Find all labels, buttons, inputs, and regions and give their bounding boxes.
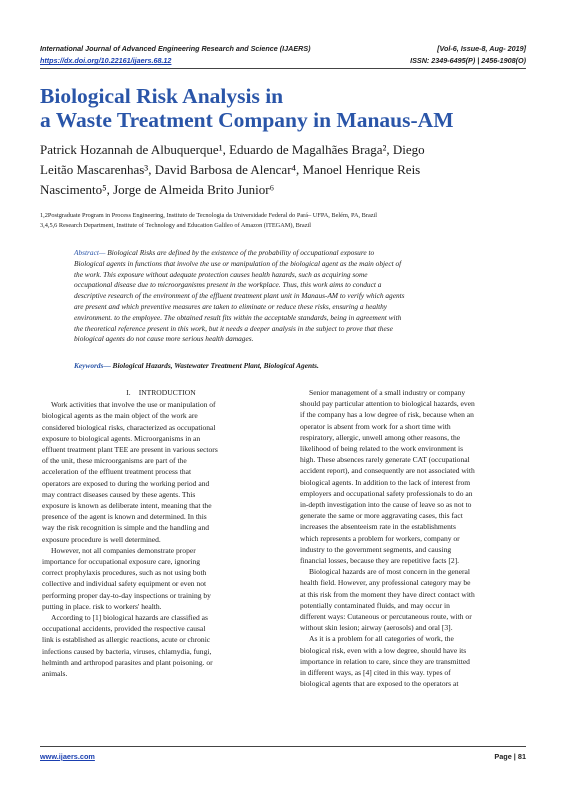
body-line: may contract diseases caused by these agents. This	[42, 489, 196, 499]
body-line: As it is a problem for all categories of work, the	[309, 634, 454, 644]
abstract-line: are present and which preventive measures are taken to eliminate or reduce these risks, ensuring a healthy	[74, 301, 388, 311]
body-line: Senior management of a small industry or company	[309, 388, 466, 397]
keywords	[74, 361, 496, 370]
keywords-label: Keywords—	[74, 361, 111, 370]
section-title: INTRODUCTION	[138, 388, 196, 397]
abstract-label: Abstract—	[74, 248, 106, 257]
body-line: in different ways, as [4] cited in this way. types of	[300, 668, 451, 678]
journal-website-link[interactable]: www.ijaers.com	[40, 752, 95, 761]
section-heading	[42, 387, 280, 398]
abstract-line: biological agents do not cause more serious health damages.	[74, 334, 254, 344]
body-line: performing proper day-to-day inspections or training by	[42, 590, 211, 600]
abstract-line: occupational disease due to microorganisms present in the workplace. Thus, this work aims to conduct a	[74, 280, 382, 290]
issn: ISSN: 2349-6495(P) | 2456-1908(O)	[410, 56, 526, 65]
body-line: However, not all companies demonstrate proper	[51, 545, 196, 555]
keywords-text: Biological Hazards, Wastewater Treatment Plant, Biological Agents.	[110, 361, 319, 370]
body-line: Work activities that involve the use or manipulation of	[51, 400, 216, 410]
body-line: biological agents as the main object of the work are	[42, 411, 198, 421]
authors-line-2: Leitão Mascarenhas³, David Barbosa de Alencar⁴, Manoel Henrique Reis	[40, 162, 421, 177]
body-line: helminth and arthropod parasites and plant poisoning. or	[42, 657, 213, 667]
body-line: exposure to biological agents. Microorganisms in an	[42, 433, 201, 443]
body-line: without skin lesion; airway (aerosols) and oral [3].	[300, 623, 453, 633]
body-line: increases the absenteeism rate in the establishments	[300, 522, 456, 532]
running-header	[40, 44, 526, 54]
body-line: importance in relation to care, since they are transmitted	[300, 656, 470, 666]
body-line: which represents a problem for workers, company or	[300, 533, 460, 543]
running-header-doi-row	[40, 56, 526, 66]
body-line: of the unit, these microorganisms are part of the	[42, 456, 187, 466]
section-number: I.	[126, 388, 131, 397]
body-line: should pay particular attention to biological hazards, even	[300, 399, 475, 409]
title-line-1: Biological Risk Analysis in	[40, 84, 284, 108]
body-line: if the company has a low degree of risk, because when an	[300, 410, 474, 420]
body-line: biological agents. In addition to the lack of interest from	[300, 477, 471, 487]
abstract-line: Biological agents in functions that involve the use or manipulation of the biological agent as the main object of	[74, 258, 402, 268]
author-list	[40, 140, 526, 200]
abstract-line: environment. to the employee. The obtained result fits within the acceptable standards, being in agreement with	[74, 312, 402, 322]
body-line: employers and occupational safety professionals to do an	[300, 488, 473, 498]
doi-link[interactable]: https://dx.doi.org/10.22161/ijaers.68.12	[40, 56, 172, 65]
page-number: Page | 81	[494, 752, 526, 761]
page-footer	[40, 752, 526, 764]
body-line: infections caused by bacteria, viruses, chlamydia, fungi,	[42, 646, 212, 656]
body-line: presence of the agent is known and determined. In this	[42, 512, 207, 522]
body-line: in-depth investigation into the cause of leave so as not to	[300, 500, 472, 510]
body-line: exposure procedure is well determined.	[42, 534, 161, 544]
body-line: biological risk, even with a low degree, should have its	[300, 645, 467, 655]
body-line: different ways: Cutaneous or percutaneous route, with or	[300, 612, 472, 622]
body-line: likelihood of being related to the work environment is	[300, 444, 464, 454]
body-line: link is established as allergic reactions, acute or chronic	[42, 635, 211, 645]
affiliations	[40, 211, 540, 230]
body-line: operator is absent from work for a short time with	[300, 421, 451, 431]
abstract-line	[74, 248, 496, 259]
abstract-line: the work. This exposure without adequate protection causes health hazards, such as acquiring some	[74, 269, 368, 279]
body-line: accident report), and consequently are not associated with	[300, 466, 475, 476]
title-line-2: a Waste Treatment Company in Manaus-AM	[40, 108, 454, 132]
body-line: animals.	[42, 669, 68, 679]
body-line: health field. However, any professional category may be	[300, 578, 471, 588]
affiliation-1: 1,2Postgraduate Program in Process Engineering, Instituto de Tecnologia da Universidade Federal do Pará– UFPA, Belém, PA, Brazil	[40, 212, 378, 219]
body-line: importance for occupational exposure care, ignoring	[42, 557, 201, 567]
body-line: effluent treatment plant TEE are present in various sectors	[42, 445, 218, 455]
body-line: occupational accidents, provided the respective causal	[42, 624, 206, 634]
column-left	[42, 387, 280, 679]
volume-issue: [Vol-6, Issue-8, Aug- 2019]	[437, 44, 526, 53]
authors-line-3: Nascimento⁵, Jorge de Almeida Brito Junior⁶	[40, 182, 275, 197]
abstract-line: the theoretical reference present in this work, but it needs a deeper analysis in the subject to prove that these	[74, 323, 393, 333]
footer-rule	[40, 746, 526, 747]
body-line: considered biological risks, characterized as occupational	[42, 422, 216, 432]
column-right	[300, 387, 538, 689]
journal-name: International Journal of Advanced Engineering Research and Science (IJAERS)	[40, 44, 311, 53]
paper-title	[40, 84, 540, 132]
body-line: operators are exposed to during the working period and	[42, 478, 210, 488]
body-line: putting in place. risk to workers' health.	[42, 601, 162, 611]
body-line: financial losses, because they are repetitive facts [2].	[300, 556, 460, 566]
body-line: potentially contaminated fluids, and may occur in	[300, 600, 450, 610]
body-line: exposure is known as deliberate intent, meaning that the	[42, 501, 212, 511]
body-line: collective and individual safety equipment or even not	[42, 579, 207, 589]
body-line: respiratory, allergic, unwell among other reasons, the	[300, 432, 461, 442]
body-line: generate the same or more aggravating cases, this fact	[300, 511, 463, 521]
body-line: Biological hazards are of most concern in the general	[309, 567, 470, 577]
authors-line-1: Patrick Hozannah de Albuquerque¹, Eduardo de Magalhães Braga², Diego	[40, 142, 425, 157]
header-rule	[40, 68, 526, 69]
body-line: correct prophylaxis procedures, such as not using both	[42, 568, 207, 578]
affiliation-2: 3,4,5,6 Research Department, Institute of Technology and Education Galileo of Amazon (ITEGAM), Brazil	[40, 221, 312, 229]
abstract	[74, 248, 496, 345]
body-line: high. These absences rarely generate CAT (occupational	[300, 455, 470, 465]
body-line: at this risk from the moment they have direct contact with	[300, 589, 475, 599]
abstract-text: Biological Risks are defined by the existence of the probability of occupational exposure to	[105, 248, 375, 257]
body-line: According to [1] biological hazards are classified as	[51, 613, 208, 623]
body-line: industry to the government segments, and causing	[300, 544, 452, 554]
body-line: acceleration of the effluent treatment process that	[42, 467, 192, 477]
abstract-line: descriptive research of the environment of the effluent treatment plant unit in Manaus-AM to verify which agents	[74, 291, 405, 301]
body-line: biological agents that are exposed to the operators at	[300, 679, 459, 689]
body-line: way the risk recognition is simple and the handling and	[42, 523, 210, 533]
